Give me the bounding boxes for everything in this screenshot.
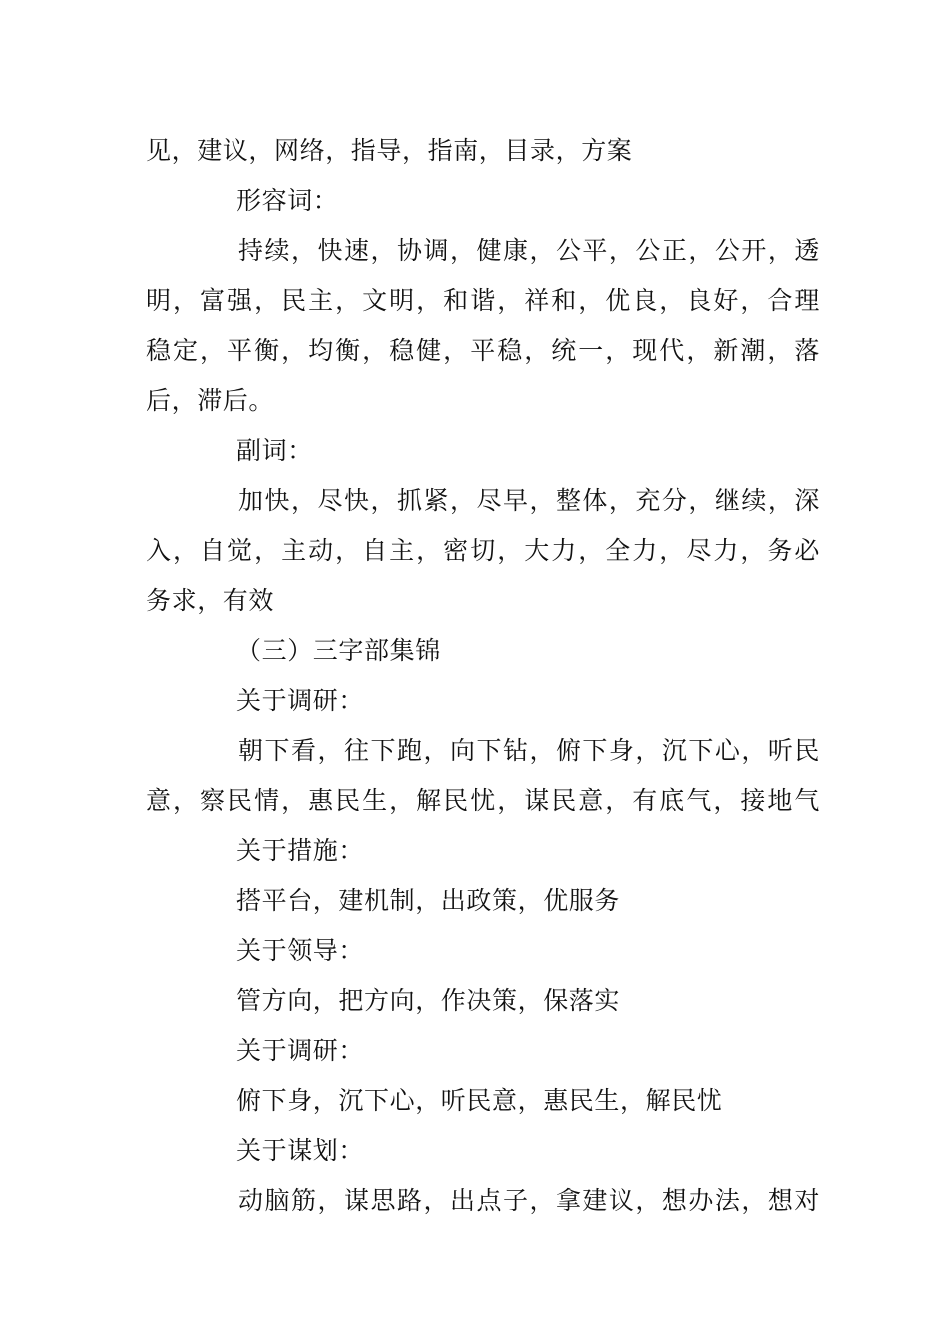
text-line: 稳定，平衡，均衡，稳健，平稳，统一，现代，新潮，落 xyxy=(146,336,820,365)
text-line: 持续，快速，协调，健康，公平，公正，公开，透 xyxy=(238,236,820,265)
text-line: 搭平台，建机制，出政策，优服务 xyxy=(236,886,621,915)
text-line: 关于谋划： xyxy=(236,1136,365,1165)
text-line: 明，富强，民主，文明，和谐，祥和，优良，良好，合理 xyxy=(146,286,820,315)
text-line: 形容词： xyxy=(236,186,339,215)
text-line: 管方向，把方向，作决策，保落实 xyxy=(236,986,621,1015)
text-line: 朝下看，往下跑，向下钻，俯下身，沉下心，听民 xyxy=(238,736,820,765)
text-line: 关于调研： xyxy=(236,686,365,715)
text-line: 加快，尽快，抓紧，尽早，整体，充分，继续，深 xyxy=(238,486,820,515)
text-line: （三）三字部集锦 xyxy=(236,636,441,665)
text-line: 关于领导： xyxy=(236,936,365,965)
text-line: 关于调研： xyxy=(236,1036,365,1065)
text-line: 意，察民情，惠民生，解民忧，谋民意，有底气，接地气 xyxy=(146,786,820,815)
text-line: 后，滞后。 xyxy=(146,386,275,415)
text-line: 俯下身，沉下心，听民意，惠民生，解民忧 xyxy=(236,1086,723,1115)
text-line: 动脑筋，谋思路，出点子，拿建议，想办法，想对 xyxy=(238,1186,820,1215)
text-line: 见，建议，网络，指导，指南，目录，方案 xyxy=(146,136,633,165)
text-line: 入，自觉，主动，自主，密切，大力，全力，尽力，务必 xyxy=(146,536,820,565)
text-line: 务求，有效 xyxy=(146,586,275,615)
text-line: 副词： xyxy=(236,436,313,465)
text-line: 关于措施： xyxy=(236,836,365,865)
